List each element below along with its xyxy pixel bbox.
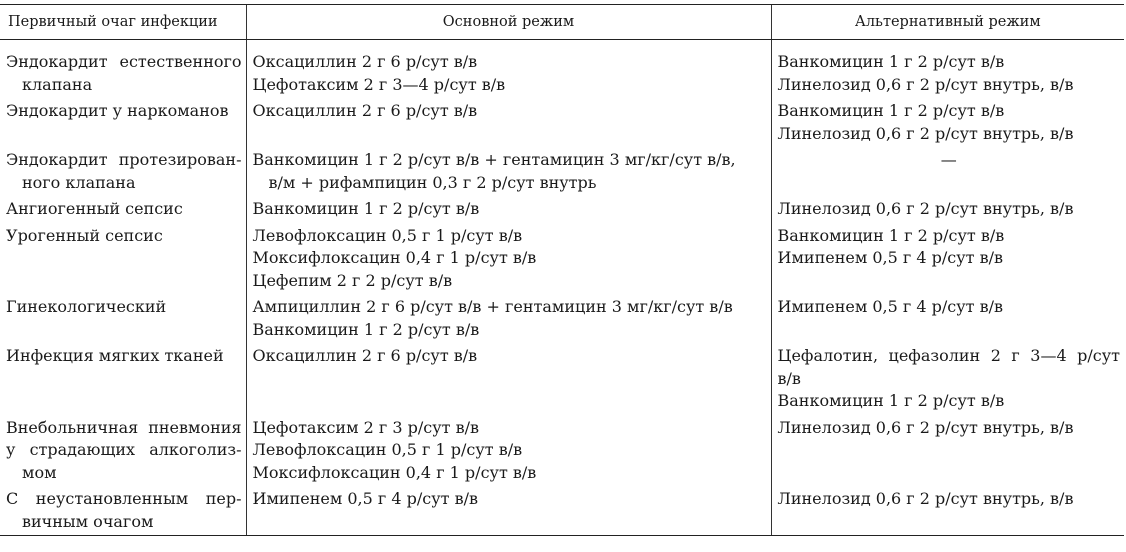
focus-line: Ангиогенный сепсис bbox=[6, 199, 183, 218]
focus-cell bbox=[0, 225, 246, 297]
alternative-line: Ванкомицин 1 г 2 р/сут в/в bbox=[777, 391, 1005, 410]
alternative-regimen-cell bbox=[771, 100, 1124, 149]
primary-regimen-cell bbox=[246, 40, 771, 101]
primary-line: Цефотаксим 2 г 3—4 р/сут в/в bbox=[252, 74, 506, 94]
focus-cell bbox=[0, 296, 246, 345]
focus-cell bbox=[0, 40, 246, 101]
focus-line: у страдающих алкоголиз- bbox=[6, 440, 242, 459]
focus-line: Эндокардит протезирован- bbox=[6, 150, 242, 169]
primary-line: Моксифлоксацин 0,4 г 1 р/сут в/в bbox=[252, 462, 537, 482]
alternative-line: в/в bbox=[777, 368, 801, 388]
focus-line: Инфекция мягких тканей bbox=[6, 346, 224, 365]
alternative-regimen-cell bbox=[771, 149, 1124, 198]
primary-regimen-cell bbox=[246, 149, 771, 198]
alternative-line: Линелозид 0,6 г 2 р/сут внутрь, в/в bbox=[777, 199, 1074, 218]
focus-cell bbox=[0, 100, 246, 149]
focus-cell bbox=[0, 149, 246, 198]
alternative-line: Линелозид 0,6 г 2 р/сут внутрь, в/в bbox=[777, 74, 1074, 94]
focus-line: Урогенный сепсис bbox=[6, 225, 163, 245]
focus-cell bbox=[0, 488, 246, 536]
header-focus: Первичный очаг инфекции bbox=[0, 5, 246, 40]
focus-line: Гинекологический bbox=[6, 297, 167, 316]
alternative-regimen-cell bbox=[771, 417, 1124, 489]
alternative-line: Линелозид 0,6 г 2 р/сут внутрь, в/в bbox=[777, 489, 1074, 508]
primary-line: Левофлоксацин 0,5 г 1 р/сут в/в bbox=[252, 225, 523, 245]
alternative-line: Ванкомицин 1 г 2 р/сут в/в bbox=[777, 225, 1005, 245]
primary-line: Ванкомицин 1 г 2 р/сут в/в + гентамицин 3 мг/кг/сут в/в, bbox=[252, 150, 736, 169]
primary-regimen-cell bbox=[246, 296, 771, 345]
header-alternative: Альтернативный режим bbox=[771, 5, 1124, 40]
primary-line: Моксифлоксацин 0,4 г 1 р/сут в/в bbox=[252, 248, 537, 267]
focus-cell bbox=[0, 417, 246, 489]
table-row bbox=[0, 225, 1124, 297]
alternative-line: Имипенем 0,5 г 4 р/сут в/в bbox=[777, 248, 1003, 267]
focus-cell bbox=[0, 198, 246, 225]
header-row bbox=[0, 5, 1124, 40]
table-row bbox=[0, 40, 1124, 101]
alternative-line: — bbox=[940, 150, 957, 169]
primary-regimen-cell bbox=[246, 100, 771, 149]
primary-regimen-cell bbox=[246, 417, 771, 489]
focus-cell bbox=[0, 345, 246, 417]
focus-line: Внебольничная пневмония bbox=[6, 417, 242, 437]
alternative-line: Ванкомицин 1 г 2 р/сут в/в bbox=[777, 101, 1005, 120]
table-row bbox=[0, 488, 1124, 536]
alternative-regimen-cell bbox=[771, 296, 1124, 345]
primary-regimen-cell bbox=[246, 488, 771, 536]
primary-line: Цефепим 2 г 2 р/сут в/в bbox=[252, 270, 453, 290]
focus-line: клапана bbox=[22, 74, 93, 94]
primary-line: Ванкомицин 1 г 2 р/сут в/в bbox=[252, 319, 480, 339]
table-row bbox=[0, 417, 1124, 489]
alternative-regimen-cell bbox=[771, 40, 1124, 101]
alternative-line: Имипенем 0,5 г 4 р/сут в/в bbox=[777, 297, 1003, 316]
primary-line: Имипенем 0,5 г 4 р/сут в/в bbox=[252, 489, 478, 508]
alternative-line: Ванкомицин 1 г 2 р/сут в/в bbox=[777, 52, 1005, 71]
primary-line: Ампициллин 2 г 6 р/сут в/в + гентамицин 3 мг/кг/сут в/в bbox=[252, 297, 733, 316]
focus-line: вичным очагом bbox=[22, 511, 154, 531]
primary-line: Цефотаксим 2 г 3 р/сут в/в bbox=[252, 417, 479, 437]
primary-regimen-cell bbox=[246, 198, 771, 225]
primary-regimen-cell bbox=[246, 345, 771, 417]
focus-line: Эндокардит у наркоманов bbox=[6, 101, 229, 120]
table-row bbox=[0, 149, 1124, 198]
alternative-regimen-cell bbox=[771, 198, 1124, 225]
table-row bbox=[0, 198, 1124, 225]
table-row bbox=[0, 296, 1124, 345]
table-row bbox=[0, 100, 1124, 149]
focus-line: мом bbox=[22, 462, 57, 482]
focus-line: ного клапана bbox=[22, 172, 136, 192]
primary-line: Оксациллин 2 г 6 р/сут в/в bbox=[252, 52, 478, 71]
alternative-line: Линелозид 0,6 г 2 р/сут внутрь, в/в bbox=[777, 417, 1074, 437]
primary-line: Левофлоксацин 0,5 г 1 р/сут в/в bbox=[252, 440, 523, 459]
primary-line: Ванкомицин 1 г 2 р/сут в/в bbox=[252, 199, 480, 218]
primary-line: в/м + рифампицин 0,3 г 2 р/сут внутрь bbox=[268, 172, 597, 192]
primary-line: Оксациллин 2 г 6 р/сут в/в bbox=[252, 101, 478, 120]
alternative-line: Линелозид 0,6 г 2 р/сут внутрь, в/в bbox=[777, 123, 1074, 143]
alternative-regimen-cell bbox=[771, 345, 1124, 417]
alternative-regimen-cell bbox=[771, 488, 1124, 536]
alternative-line: Цефалотин, цефазолин 2 г 3—4 р/сут bbox=[777, 346, 1120, 365]
focus-line: Эндокардит естественного bbox=[6, 52, 242, 71]
antibiotic-regimen-table bbox=[0, 4, 1124, 536]
primary-regimen-cell bbox=[246, 225, 771, 297]
table-row bbox=[0, 345, 1124, 417]
primary-line: Оксациллин 2 г 6 р/сут в/в bbox=[252, 346, 478, 365]
header-primary: Основной режим bbox=[246, 5, 771, 40]
focus-line: С неустановленным пер- bbox=[6, 489, 242, 508]
alternative-regimen-cell bbox=[771, 225, 1124, 297]
